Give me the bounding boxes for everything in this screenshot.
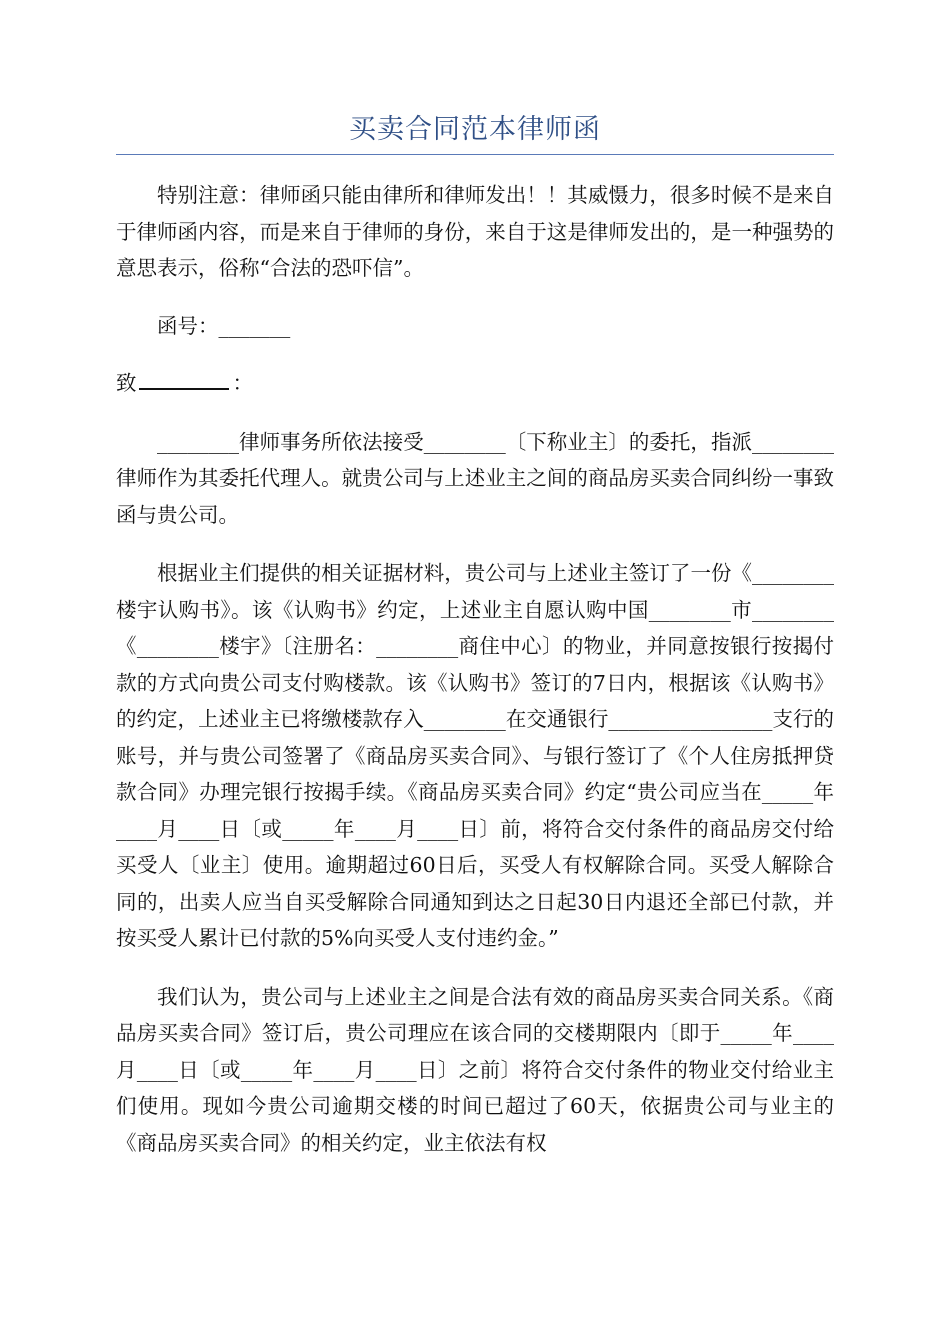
notice-paragraph: 特别注意：律师函只能由律所和律师发出！！其威慑力，很多时候不是来自于律师函内容，而是来自于律师的身份，来自于这是律师发出的，是一种强势的意思表示，俗称“合法的恐吓信”。 (116, 183, 834, 280)
document-title: 买卖合同范本律师函 (349, 114, 601, 145)
entrustment-paragraph: ________律师事务所依法接受________〔下称业主〕的委托，指派________律师作为其委托代理人。就贵公司与上述业主之间的商品房买卖合同纠纷一事致函与贵公司。 (116, 429, 834, 527)
addressee-blank (139, 387, 229, 390)
title-underline (116, 154, 834, 155)
facts-paragraph: 根据业主们提供的相关证据材料，贵公司与上述业主签订了一份《________楼宇认购书》。该《认购书》约定，上述业主自愿认购中国________市________《________楼宇》〔注册名：________商住中心〕的物业，并同意按银行按揭付款的方式向贵公司支付购楼款。该《认购书》签订的7日内，根据该《认购书》的约定，上述业主已将缴楼款存入________在交通银行________________支行的账号，并与贵公司签署了《商品房买卖合同》、与银行签订了《个人住房抵押贷款合同》办理完银行按揭手续。《商品房买卖合同》约定“贵公司应当在_____年____月____日〔或_____年____月____日〕前，将符合交付条件的商品房交付给买受人〔业主〕使用。逾期超过60日后，买受人有权解除合同。买受人解除合同的，出卖人应当自买受解除合同通知到达之日起30日内退还全部已付款，并按买受人累计已付款的5%向买受人支付违约金。” (116, 561, 834, 950)
addressee-suffix: ： (232, 371, 253, 395)
addressee-line (116, 365, 834, 402)
opinion-paragraph: 我们认为，贵公司与上述业主之间是合法有效的商品房买卖合同关系。《商品房买卖合同》签订后，贵公司理应在该合同的交楼期限内〔即于_____年____月____日〔或_____年____月____日〕之前〕将符合交付条件的物业交付给业主们使用。现如今贵公司逾期交楼的时间已超过了60天，依据贵公司与业主的《商品房买卖合同》的相关约定，业主依法有权 (116, 984, 834, 1155)
document-body (116, 177, 834, 1161)
addressee-prefix: 致 (116, 371, 137, 395)
letter-number: 函号：_______ (157, 313, 291, 338)
